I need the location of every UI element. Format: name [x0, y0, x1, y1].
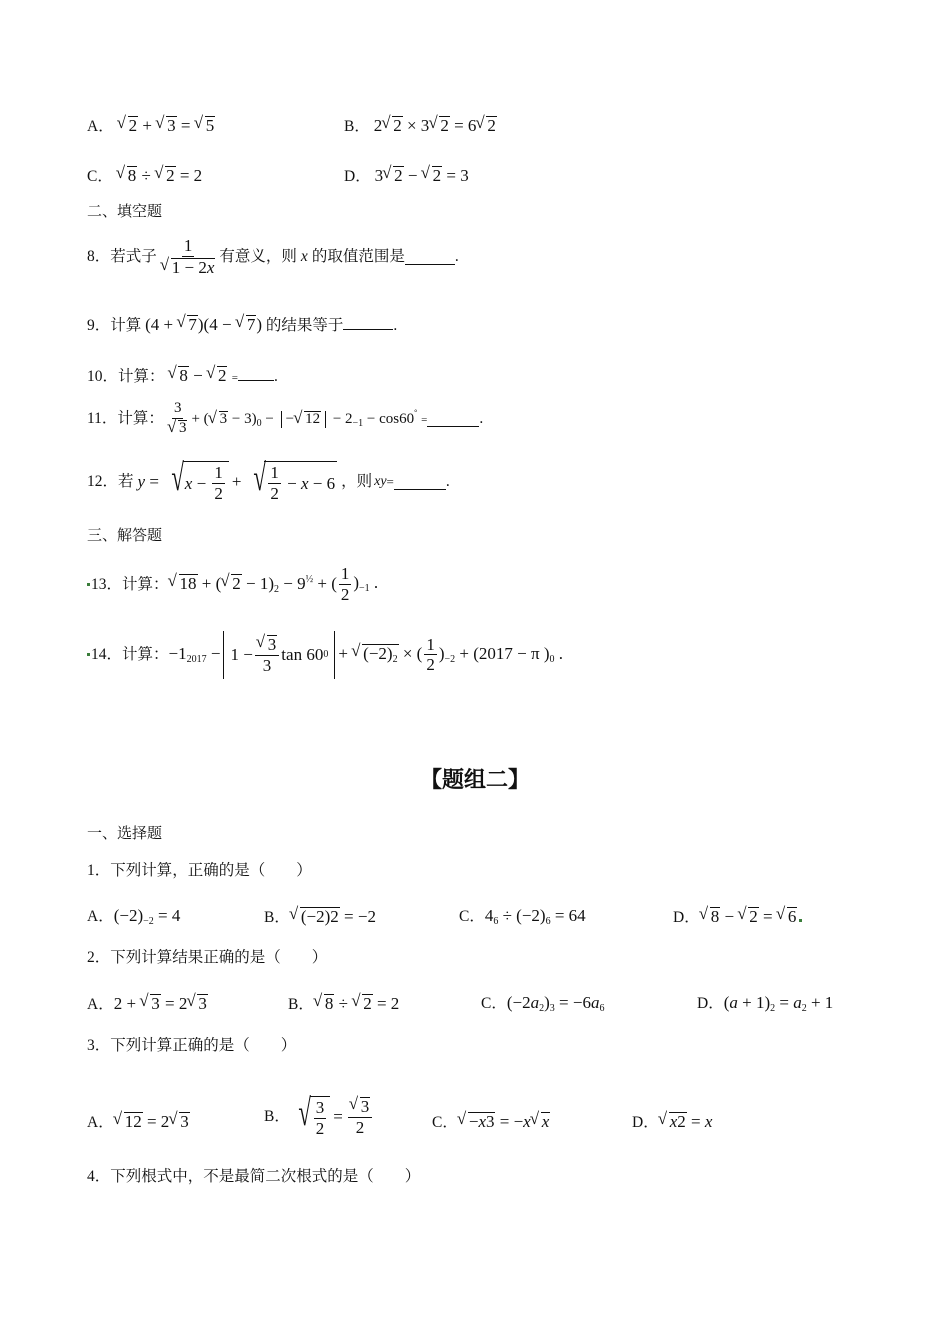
option-label: D．	[673, 909, 700, 926]
math-expression: + √ $(-2)_2$ × (	[338, 644, 422, 666]
math-expression: √ 8 − √ 2 = √ 6	[700, 907, 798, 926]
variable: xy	[374, 473, 387, 489]
question-12	[87, 457, 450, 503]
fraction: $\frac{1}{2}$	[340, 564, 350, 604]
section-heading-fill-blank: 二、填空题	[87, 202, 163, 220]
math-expression: )$_{-1}$ .	[353, 573, 379, 595]
question-8	[87, 237, 459, 277]
math-expression: √ 8 − √ 2 =	[168, 366, 238, 385]
option-label: D．	[632, 1114, 659, 1131]
question-14	[87, 631, 563, 679]
q7-option-a	[87, 116, 215, 135]
q7-option-b	[344, 116, 497, 135]
text: .	[479, 410, 484, 427]
math-expression: )$_{-2} + (2017 - \pi$ )$_0$ .	[438, 643, 563, 665]
fraction: 1 √ 1 − 2x	[159, 237, 218, 277]
g2-q1-option-a	[87, 907, 180, 927]
g2-q2-option-a	[87, 994, 208, 1013]
text: 的结果等于	[265, 317, 344, 334]
question-number: 8．若式子	[87, 248, 157, 266]
question-number: 11．计算：	[87, 410, 164, 427]
option-label: C．	[481, 995, 507, 1012]
math-expression: y =	[137, 472, 159, 492]
answer-blank[interactable]	[427, 425, 479, 427]
text: ，则	[341, 473, 373, 491]
g2-q2-option-b	[288, 994, 399, 1013]
math-expression: √ 18 + (√ $2 - 1)_2 - 9^{\frac{1}{2}}$ + (	[169, 574, 337, 595]
question-number: 14．计算：	[91, 646, 169, 664]
option-label: B．	[264, 1108, 290, 1126]
g2-q2-option-d	[697, 994, 833, 1014]
text: .	[454, 248, 459, 266]
math-expression: 3√ 2 − √ 2 = 3	[375, 166, 469, 185]
question-number: 9．计算	[87, 317, 142, 334]
math-operator: =	[333, 1107, 343, 1127]
option-label: C．	[432, 1114, 458, 1131]
math-expression: √ 8 ÷ √ 2 = 2	[117, 166, 202, 185]
math-expression: 2 + √ 3 = 2√ 3	[114, 994, 208, 1013]
marker-dot	[87, 583, 90, 586]
option-label: D．	[344, 168, 371, 185]
g2-question-1: 1．下列计算，正确的是（ ）	[87, 862, 312, 879]
option-label: A．	[87, 1114, 114, 1131]
option-label: A．	[87, 118, 114, 135]
section-heading-solve: 三、解答题	[87, 526, 163, 544]
option-label: B．	[264, 909, 290, 926]
math-expression: $(-2a_2)_3 = -6a_6$	[506, 993, 605, 1014]
math-expression: 2√ 2 × 3√ 2 = 6√ 2	[374, 116, 497, 135]
radical: √ x − $\frac{1}{2}$	[163, 461, 229, 503]
question-number: 10．计算：	[87, 368, 165, 385]
marker-dot	[87, 653, 90, 656]
fraction: 3 √ 3	[166, 401, 190, 437]
math-operator: +	[231, 472, 242, 492]
radical: √ $\frac{3}{2}$	[290, 1096, 330, 1138]
answer-blank[interactable]	[238, 379, 274, 381]
marker-dot	[799, 919, 802, 922]
radical: √ $\frac{1}{2}$ − x − 6	[252, 457, 336, 503]
group-title: 【题组二】	[419, 768, 530, 793]
math-expression: √ 12 = 2√ 3	[114, 1112, 190, 1131]
math-expression: $(-2)_{-2} = 4$	[113, 906, 181, 927]
question-number: 12．若	[87, 473, 134, 491]
g2-q3-option-d	[632, 1112, 712, 1131]
g2-q3-option-c	[432, 1112, 550, 1131]
g2-question-2: 2．下列计算结果正确的是（ ）	[87, 949, 328, 966]
option-label: A．	[87, 908, 114, 925]
math-expression: √ −x3 = −x√ x	[458, 1112, 550, 1131]
g2-question-4: 4．下列根式中，不是最简二次根式的是（ ）	[87, 1168, 421, 1185]
variable: x	[300, 248, 308, 266]
answer-blank[interactable]	[394, 488, 446, 490]
question-9	[87, 315, 397, 334]
math-expression: + (√ $3 - 3)_0$ − −√ $12 - 2_{-1} - \cos 60^\circ$ =	[191, 409, 427, 429]
q7-option-d	[344, 166, 469, 185]
fraction: $\frac{1}{2}$	[426, 634, 435, 675]
text: .	[393, 317, 398, 334]
g2-q1-option-c	[459, 907, 586, 927]
math-expression: √ 8 ÷ √ 2 = 2	[314, 994, 399, 1013]
answer-blank[interactable]	[405, 263, 455, 265]
option-label: C．	[459, 908, 485, 925]
option-label: D．	[697, 995, 724, 1012]
math-expression: √ 2 + √ 3 = √ 5	[118, 116, 216, 135]
question-11	[87, 401, 483, 437]
text: 有意义，则	[219, 248, 297, 266]
g2-q3-option-a	[87, 1112, 190, 1131]
option-label: C．	[87, 168, 113, 185]
math-expression: $4_6 \div (-2)_6 = 64$	[484, 906, 586, 927]
math-expression: $-1_{2017}$ −	[168, 643, 221, 665]
g2-q1-option-d	[673, 907, 803, 926]
math-expression: $(a + 1)_2 = a_2 + 1$	[723, 993, 834, 1014]
question-10	[87, 366, 278, 385]
math-expression: √ (−2)2 = −2	[290, 907, 376, 926]
math-expression: √ x2 = x	[659, 1112, 713, 1131]
option-label: A．	[87, 996, 114, 1013]
question-13	[87, 565, 378, 604]
absolute-value: 1 − √ $\frac{3}{3}$ tan 60 0	[223, 631, 335, 679]
fraction: √ $\frac{3}{2}$	[348, 1097, 373, 1137]
option-label: B．	[288, 996, 314, 1013]
g2-q1-option-b	[264, 907, 376, 926]
answer-blank[interactable]	[343, 328, 393, 330]
math-expression: (4 + √ 7)(4 − √ 7)	[145, 315, 262, 334]
text: .	[445, 473, 450, 491]
text: 的取值范围是	[311, 248, 405, 266]
option-label: B．	[344, 118, 370, 135]
g2-q2-option-c	[481, 994, 604, 1014]
question-number: 13．计算：	[91, 575, 169, 593]
g2-question-3: 3．下列计算正确的是（ ）	[87, 1037, 297, 1054]
text: =	[386, 474, 394, 490]
section-heading-choice: 一、选择题	[87, 824, 163, 842]
q7-option-c	[87, 166, 202, 185]
g2-q3-option-b	[264, 1092, 374, 1138]
text: .	[273, 368, 278, 385]
